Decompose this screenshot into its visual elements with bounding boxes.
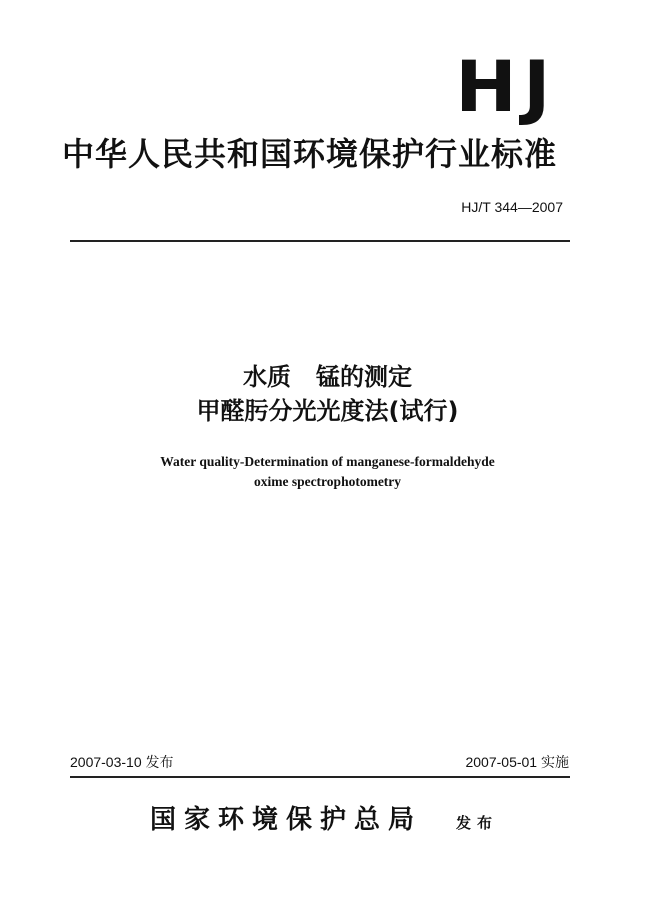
- title-cn-line2: 甲醛肟分光光度法(试行): [196, 397, 459, 425]
- issue-date: 2007-03-10 发布: [70, 754, 174, 770]
- title-en-line1: Water quality-Determination of manganese-formaldehyde: [160, 454, 495, 469]
- standard-number: HJ/T 344—2007: [461, 199, 563, 215]
- org-title: 中华人民共和国环境保护行业标准: [62, 135, 558, 173]
- footer-divider: [70, 776, 570, 778]
- title-en-line2: oxime spectrophotometry: [253, 474, 402, 489]
- publisher: 国家环境保护总局: [150, 805, 423, 835]
- title-cn-line1: 水质 锰的测定: [242, 363, 413, 391]
- hj-logo: HJ: [455, 46, 557, 128]
- publish-label: 发布: [456, 814, 499, 832]
- implementation-date: 2007-05-01 实施: [465, 754, 569, 770]
- header-divider: [70, 240, 570, 242]
